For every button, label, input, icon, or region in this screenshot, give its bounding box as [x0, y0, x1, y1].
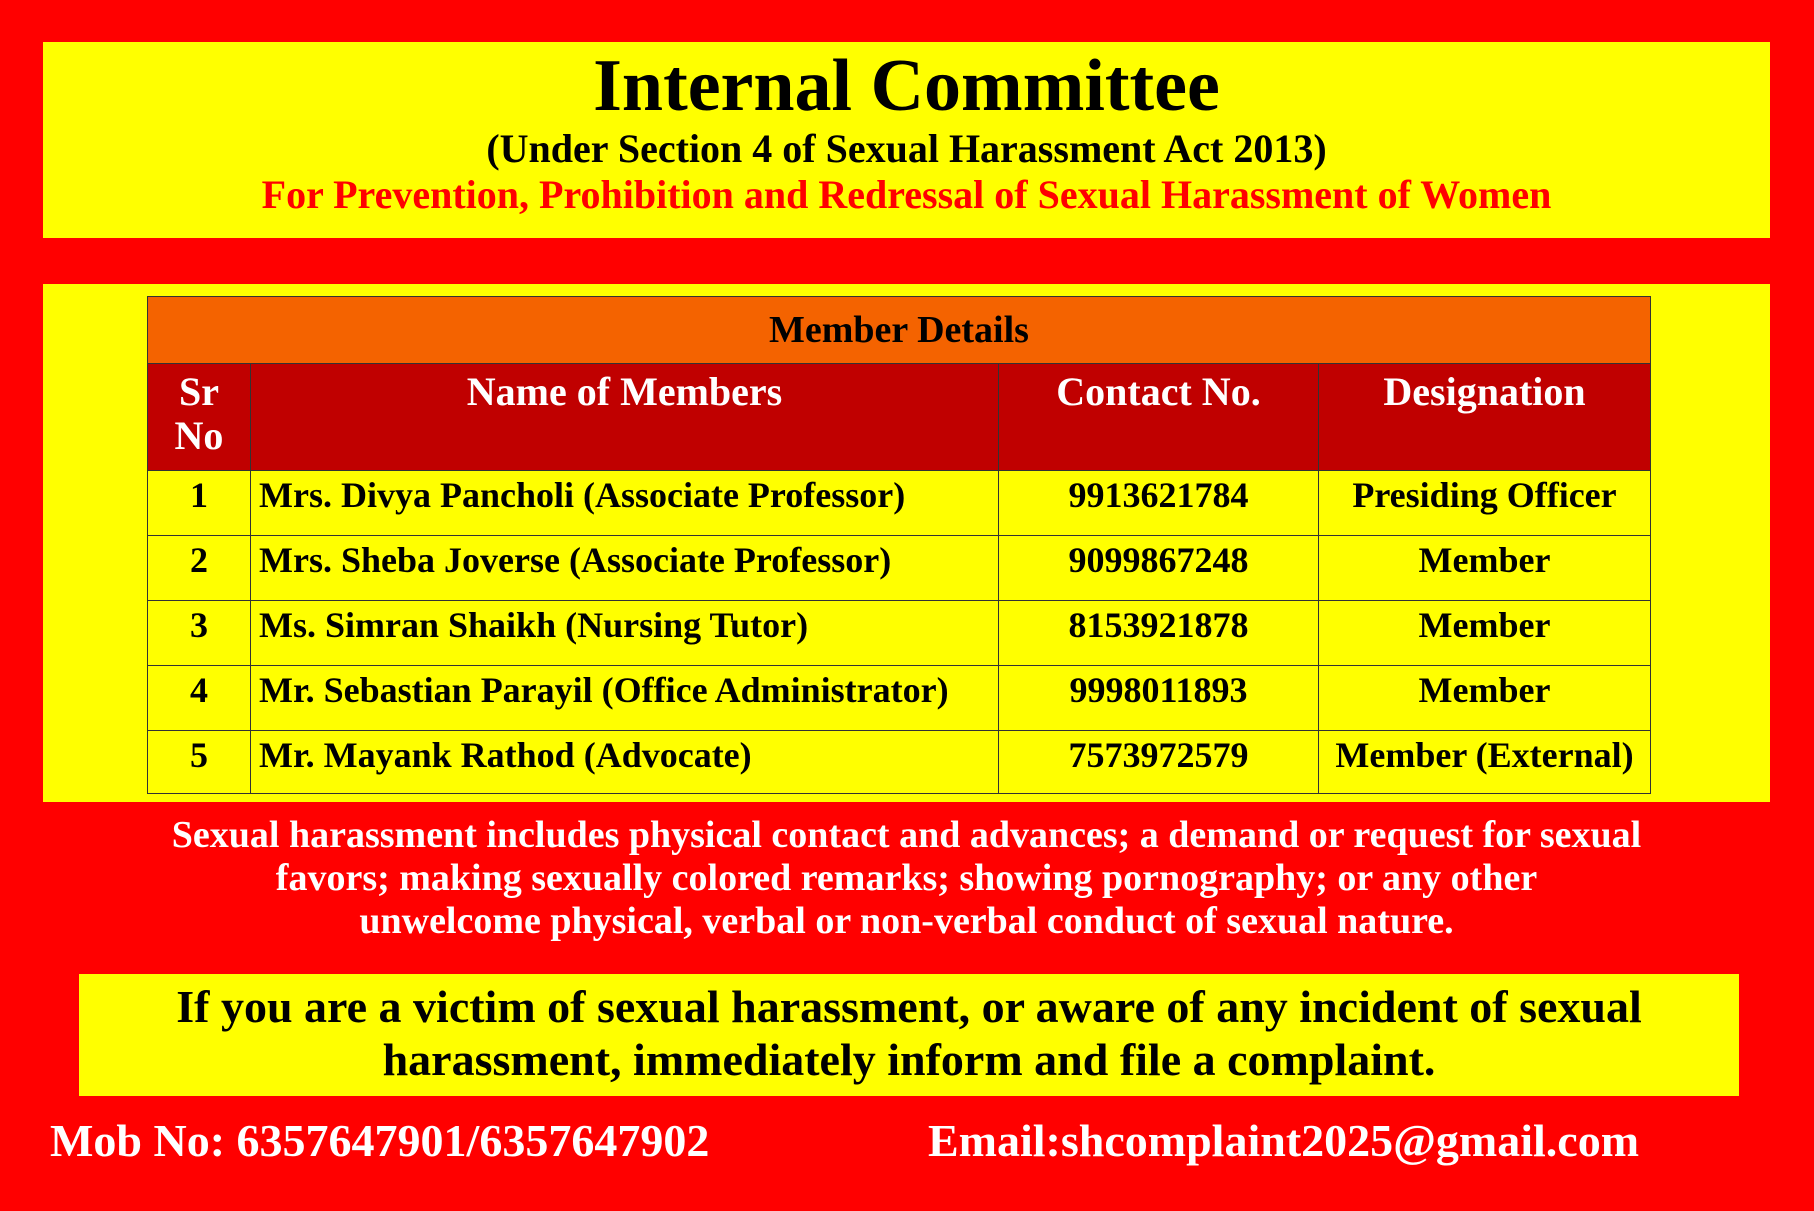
callout-text — [79, 974, 1739, 1086]
member-table-panel — [43, 284, 1770, 802]
table-row — [148, 666, 1651, 731]
cell-sr: 1 — [148, 471, 251, 536]
contact-footer — [0, 1112, 1814, 1172]
column-header-sr-no-line2: No — [174, 413, 224, 458]
page-tagline: For Prevention, Prohibition and Redressal of Sexual Harassment of Women — [261, 172, 1552, 217]
column-header-designation: Designation — [1319, 364, 1651, 471]
cell-designation: Member — [1319, 601, 1651, 666]
definition-line: unwelcome physical, verbal or non-verbal conduct of sexual nature. — [359, 900, 1454, 942]
member-details-table — [147, 296, 1651, 794]
cell-designation: Member — [1319, 666, 1651, 731]
table-header-row — [148, 364, 1651, 471]
cell-sr: 2 — [148, 536, 251, 601]
email-address: Email:shcomplaint2025@gmail.com — [928, 1115, 1640, 1166]
complaint-callout — [79, 974, 1739, 1096]
cell-contact: 9099867248 — [999, 536, 1319, 601]
table-row — [148, 536, 1651, 601]
definition-line: Sexual harassment includes physical contact and advances; a demand or request for sexual — [171, 814, 1642, 856]
table-row — [148, 471, 1651, 536]
cell-sr: 5 — [148, 731, 251, 794]
cell-designation: Member — [1319, 536, 1651, 601]
column-header-sr-no-line1: Sr — [179, 369, 219, 414]
column-header-name: Name of Members — [251, 364, 999, 471]
header-panel — [43, 42, 1770, 238]
cell-sr: 3 — [148, 601, 251, 666]
cell-name: Mr. Mayank Rathod (Advocate) — [251, 731, 999, 794]
table-row — [148, 731, 1651, 794]
cell-name: Mrs. Divya Pancholi (Associate Professor) — [251, 471, 999, 536]
page-subtitle: (Under Section 4 of Sexual Harassment Act 2013) — [486, 126, 1327, 171]
mobile-number: Mob No: 6357647901/6357647902 — [50, 1115, 710, 1166]
callout-line: If you are a victim of sexual harassment, or aware of any incident of sexual — [176, 981, 1642, 1032]
cell-contact: 9913621784 — [999, 471, 1319, 536]
table-caption: Member Details — [148, 297, 1651, 364]
page-title: Internal Committee — [593, 45, 1220, 127]
cell-sr: 4 — [148, 666, 251, 731]
definition-line: favors; making sexually colored remarks; showing pornography; or any other — [275, 857, 1538, 899]
cell-name: Mrs. Sheba Joverse (Associate Professor) — [251, 536, 999, 601]
cell-designation: Member (External) — [1319, 731, 1651, 794]
cell-designation: Presiding Officer — [1319, 471, 1651, 536]
table-caption-row — [148, 297, 1651, 364]
harassment-definition — [43, 814, 1770, 943]
cell-contact: 8153921878 — [999, 601, 1319, 666]
cell-name: Ms. Simran Shaikh (Nursing Tutor) — [251, 601, 999, 666]
column-header-sr-no — [148, 364, 251, 471]
cell-contact: 7573972579 — [999, 731, 1319, 794]
table-row — [148, 601, 1651, 666]
column-header-contact: Contact No. — [999, 364, 1319, 471]
callout-line: harassment, immediately inform and file a complaint. — [382, 1034, 1436, 1085]
cell-contact: 9998011893 — [999, 666, 1319, 731]
cell-name: Mr. Sebastian Parayil (Office Administrator) — [251, 666, 999, 731]
